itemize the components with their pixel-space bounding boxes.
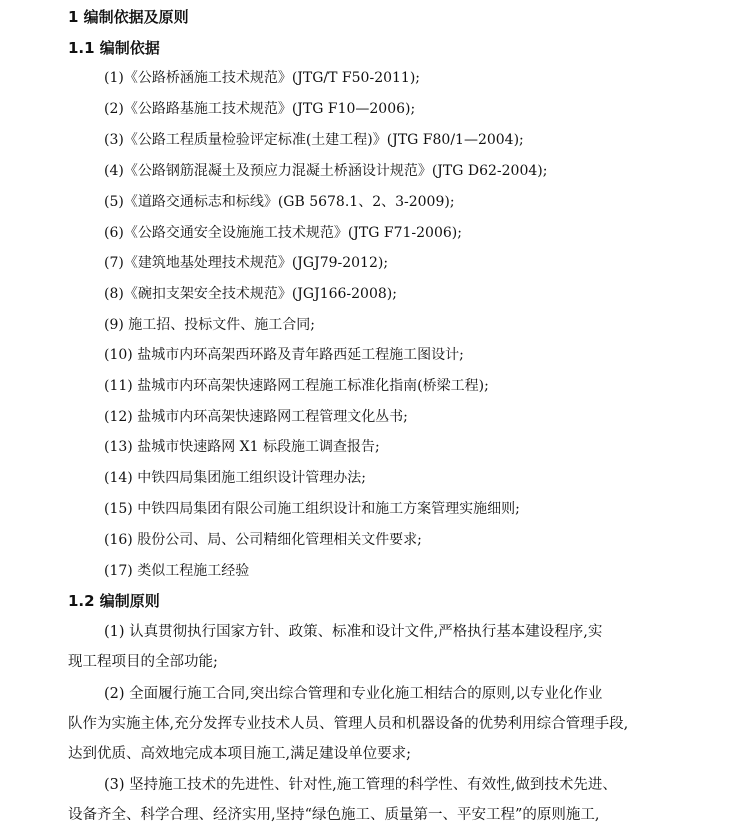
paragraph-line: 现工程项目的全部功能;	[68, 654, 218, 670]
paragraph-line: 设备齐全、科学合理、经济实用,坚持“绿色施工、质量第一、平安工程”的原则施工,	[68, 807, 600, 823]
paragraph-line: (1) 认真贯彻执行国家方针、政策、标准和设计文件,严格执行基本建设程序,实	[104, 624, 603, 640]
basis-item: (9) 施工招、投标文件、施工合同;	[104, 317, 315, 333]
basis-item: (16) 股份公司、局、公司精细化管理相关文件要求;	[104, 532, 422, 548]
paragraph-line: (2) 全面履行施工合同,突出综合管理和专业化施工相结合的原则,以专业化作业	[104, 686, 603, 702]
basis-title: 1.1 编制依据	[68, 39, 160, 57]
basis-item: (5)《道路交通标志和标线》(GB 5678.1、2、3-2009);	[104, 194, 455, 210]
paragraph-line: 达到优质、高效地完成本项目施工,满足建设单位要求;	[68, 746, 411, 762]
basis-item: (11) 盐城市内环高架快速路网工程施工标准化指南(桥梁工程);	[104, 378, 489, 394]
basis-item: (2)《公路路基施工技术规范》(JTG F10—2006);	[104, 101, 416, 117]
paragraph-line: (3) 坚持施工技术的先进性、针对性,施工管理的科学性、有效性,做到技术先进、	[104, 777, 617, 793]
basis-item: (7)《建筑地基处理技术规范》(JGJ79-2012);	[104, 255, 389, 271]
basis-item: (3)《公路工程质量检验评定标准(土建工程)》(JTG F80/1—2004);	[104, 132, 524, 148]
paragraph-line: 队作为实施主体,充分发挥专业技术人员、管理人员和机器设备的优势利用综合管理手段,	[68, 716, 629, 732]
section-title: 1 编制依据及原则	[68, 8, 189, 26]
basis-item: (14) 中铁四局集团施工组织设计管理办法;	[104, 470, 366, 486]
basis-item: (4)《公路钢筋混凝土及预应力混凝土桥涵设计规范》(JTG D62-2004);	[104, 163, 548, 179]
basis-item: (1)《公路桥涵施工技术规范》(JTG/T F50-2011);	[104, 70, 420, 86]
basis-item: (6)《公路交通安全设施施工技术规范》(JTG F71-2006);	[104, 225, 462, 241]
basis-item: (10) 盐城市内环高架西环路及青年路西延工程施工图设计;	[104, 347, 464, 363]
principles-title: 1.2 编制原则	[68, 592, 160, 610]
basis-item: (15) 中铁四局集团有限公司施工组织设计和施工方案管理实施细则;	[104, 501, 520, 517]
basis-item: (17) 类似工程施工经验	[104, 563, 250, 579]
basis-item: (13) 盐城市快速路网 X1 标段施工调查报告;	[104, 439, 380, 455]
basis-item: (8)《碗扣支架安全技术规范》(JGJ166-2008);	[104, 286, 397, 302]
basis-item: (12) 盐城市内环高架快速路网工程管理文化丛书;	[104, 409, 408, 425]
